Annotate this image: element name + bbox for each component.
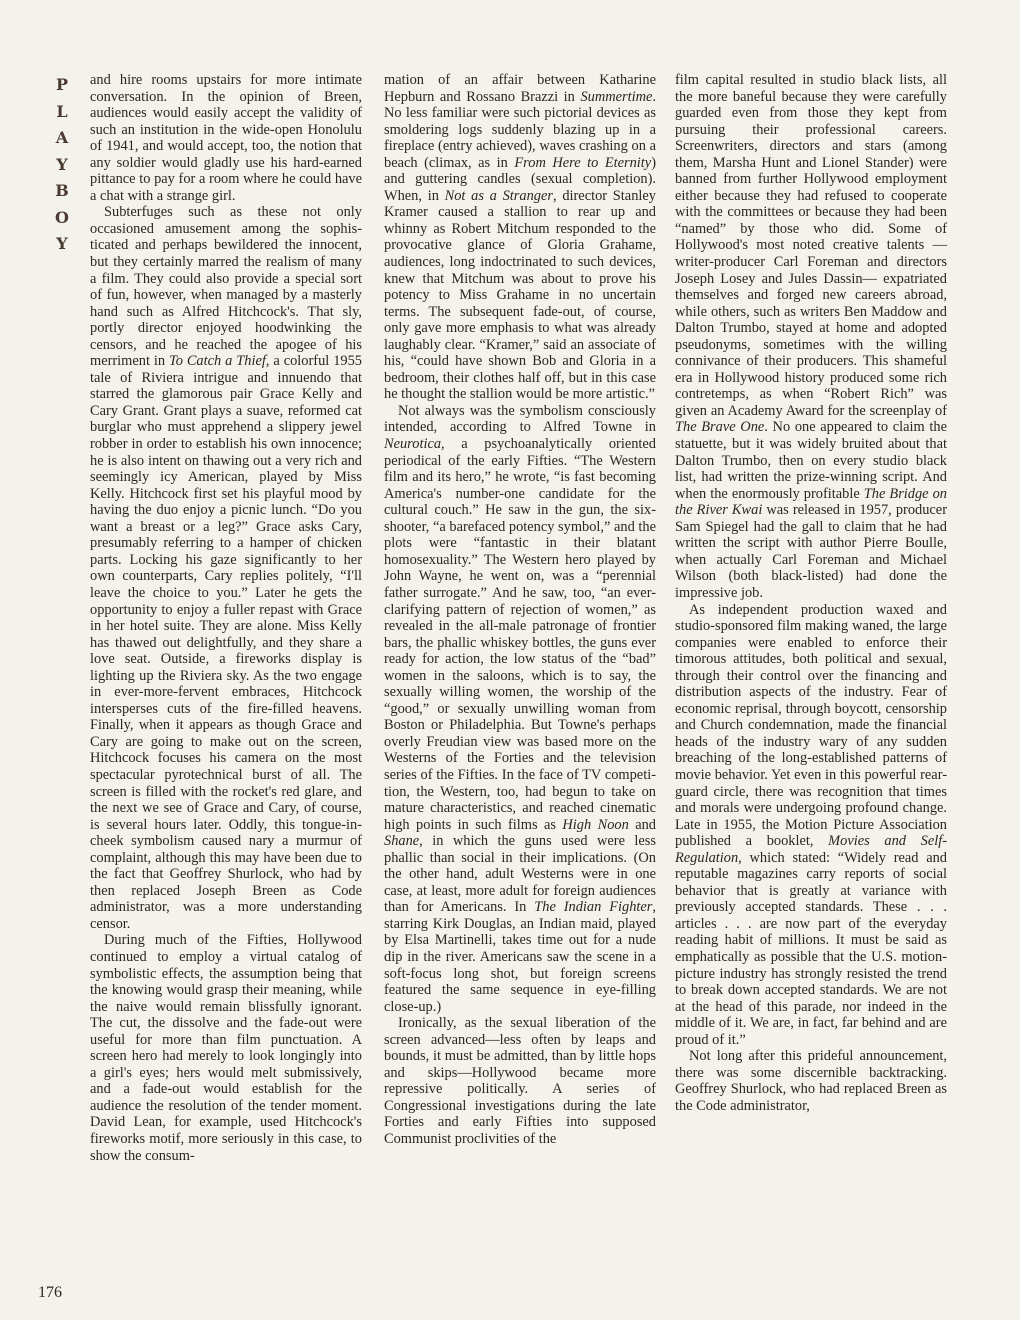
paragraph: and hire rooms upstairs for more intimate conversation. In the opinion of Breen, audiences would easily accept the validity of such an institution in the wide-open Honolulu of 1941, and would accept, too, the notion that any soldier would gladly use his hard-earned pittance to pay for a room where he could have a chat with a strange girl. (90, 72, 362, 204)
column-2 (384, 72, 656, 1148)
paragraph: Not always was the symbolism consciously intended, according to Alfred Towne in Neurotica, a psychoanalytically oriented periodical of the early Fifties. “The Western film and its hero,” he wrote, “is fast becoming America's number-one candidate for the cultural couch.” He saw in the gun, the six-shooter, “a barefaced potency symbol,” and the plots were “fantastic in their blatant homosexuality.” The Western hero played by John Wayne, he went on, was a “perennial father surrogate.” And he saw, too, “an ever-clarifying pattern of rejection of women,” as revealed in the all-male patronage of frontier bars, the phallic whiskey bottles, the guns ever ready for action, the low status of the “bad” women in the saloons, which is to say, the sexually willing women, the worship of the “good,” or sexually unwilling woman from Boston or Philadelphia. But Towne's perhaps overly Freudian view was based more on the Westerns of the Forties and the television series of the Fifties. In the face of TV competition, the Western, too, had begun to take on mature characteristics, and reached cinematic high points in such films as High Noon and Shane, in which the guns used were less phallic than social in their implications. (On the other hand, adult Westerns were in one case, at least, more adult for foreign audiences than for Americans. In The Indian Fighter, starring Kirk Douglas, an Indian maid, played by Elsa Martinelli, takes time out for a nude dip in the river. Americans saw the scene in a soft-focus long shot, but foreign screens featured the same sequence in eye-filling close-up.) (384, 402, 656, 1015)
running-head-letter: B (55, 181, 69, 200)
page-number: 176 (38, 1284, 62, 1301)
running-head-letter: Y (56, 154, 68, 174)
paragraph: As independent production waxed and studio-sponsored film making waned, the large companies were enabled to enforce their timorous attitudes, both political and sexual, through their control over the financing and distribution aspects of the industry. Fear of economic reprisal, through boycott, censorship and Church condemnation, made the financial heads of the industry wary of any sudden breaching of the long-established patterns of movie behavior. Yet even in this powerful rear-guard circle, there was recognition that times and morals were undergoing profound change. Late in 1955, the Motion Picture Association published a booklet, Movies and Self-Regulation, which stated: “Widely read and reputable magazines carry reports of social behavior that is greatly at variance with previously accepted standards. These . . . articles . . . are now part of the everyday reading habit of millions. It must be said as emphatically as possible that the U.S. motion-picture industry has strongly resisted the trend to break down accepted standards. We are not at the head of this parade, nor indeed in the middle of it. We are, in fact, far behind and are proud of it.” (675, 601, 947, 1048)
paragraph: Not long after this prideful announcement, there was some discernible backtracking. Geoffrey Shurlock, who had replaced Breen as the Code administrator, (675, 1048, 947, 1114)
running-head (50, 72, 74, 258)
running-head-letter: O (55, 207, 69, 227)
column-1 (90, 72, 362, 1164)
paragraph: Subterfuges such as these not only occasioned amusement among the sophisticated and perhaps bewildered the innocent, but they certainly marred the realism of many a film. They could also provide a special sort of fun, however, when managed by a masterly hand such as Alfred Hitchcock's. That sly, portly director enjoyed hoodwinking the censors, and he reached the apogee of his merriment in To Catch a Thief, a colorful 1955 tale of Riviera intrigue and innuendo that starred the glamorous pair Grace Kelly and Cary Grant. Grant plays a suave, reformed cat burglar who must apprehend a slippery jewel robber in order to establish his own innocence; he is also intent on thawing out a very rich and seemingly icy American, played by Miss Kelly. Hitchcock first set his playful mood by having the duo enjoy a picnic lunch. “Do you want a breast or a leg?” Grace asks Cary, presumably referring to a hamper of chicken parts. Locking his gaze significantly to her own counterparts, Cary replies politely, “I'll leave the choice to you.” Later he gets the opportunity to enjoy a fuller repast with Grace in her hotel suite. They are alone. Miss Kelly has thawed out delightfully, and they share a love seat. Outside, a fireworks display is lighting up the Riviera sky. As the two engage in ever-more-fervent embraces, Hitchcock intersperses cuts of the fire-filled heavens. Finally, when it appears as though Grace and Cary are going to make out on the screen, Hitchcock focuses his camera on the most spectacular pyrotechnical burst of all. The screen is filled with the rocket's red glare, and the next we see of Grace and Cary, of course, is several hours later. Oddly, this tongue-in-cheek symbolism caused nary a murmur of complaint, although this may have been due to the fact that Geoffrey Shurlock, who had by then replaced Joseph Breen as Code administrator, was a more understanding censor. (90, 204, 362, 932)
paragraph: During much of the Fifties, Hollywood continued to employ a virtual catalog of symbolistic effects, the assumption being that the knowing would grasp their meaning, while the naive would remain blissfully ignorant. The cut, the dissolve and the fade-out were useful for more than film punctuation. A screen hero had merely to look longingly into a girl's eyes; hers would melt submissively, and a fade-out would establish for the audience the resolution of the tender moment. David Lean, for example, used Hitchcock's fireworks motif, more seriously in this case, to show the consum- (90, 932, 362, 1164)
running-head-letter: L (56, 101, 68, 121)
running-head-letter: Y (56, 234, 68, 253)
paragraph: film capital resulted in studio black lists, all the more baneful because they were carefully guarded even from those they kept from pursuing their professional careers. Screenwriters, directors and stars (among them, Marsha Hunt and Lionel Stander) were banned from further Hollywood employment either because they had refused to cooperate with the committees or because they had been “named” by those who did. Some of Hollywood's most noted creative talents —writer-producer Carl Foreman and directors Joseph Losey and Jules Dassin— expatriated themselves and forged new careers abroad, while others, such as writers Ben Maddow and Dalton Trumbo, stayed at home and adopted pseudonyms, sometimes with the willing connivance of their producers. This shameful era in Hollywood history produced some rich contretemps, as when “Robert Rich” was given an Academy Award for the screenplay of The Brave One. No one appeared to claim the statuette, but it was widely bruited about that Dalton Trumbo, then on every studio black list, had written the prize-winning script. And when the enormously profitable The Bridge on the River Kwai was released in 1957, producer Sam Spiegel had the gall to claim that he had written the script with author Pierre Boulle, when actually Carl Foreman and Michael Wilson (both black-listed) had done the impressive job. (675, 72, 947, 601)
running-head-letter: A (55, 128, 69, 147)
column-3 (675, 72, 947, 1114)
paragraph: mation of an affair between Katharine Hepburn and Rossano Brazzi in Summertime. No less familiar were such pictorial devices as smoldering logs suddenly blazing up in a fireplace (entry achieved), waves crashing on a beach (climax, as in From Here to Eternity) and guttering candles (sexual completion). When, in Not as a Stranger, director Stanley Kramer caused a stallion to rear up and whinny as Robert Mitchum responded to the provocative glance of Gloria Grahame, audiences, long indoctrinated to such devices, knew that Mitchum was about to prove his potency to Miss Grahame in no uncertain terms. The subsequent fade-out, of course, only gave more emphasis to what was already laughably clear. “Kramer,” said an associate of his, “could have shown Bob and Gloria in a bedroom, their clothes half off, but in this case he thought the stallion would be more artistic.” (384, 72, 656, 403)
running-head-letter: P (55, 75, 69, 94)
paragraph: Ironically, as the sexual liberation of the screen advanced—less often by leaps and bounds, it must be admitted, than by little hops and skips—Hollywood became more repressive politically. A series of Congressional investigations during the late Forties and early Fifties into supposed Communist proclivities of the (384, 1015, 656, 1147)
